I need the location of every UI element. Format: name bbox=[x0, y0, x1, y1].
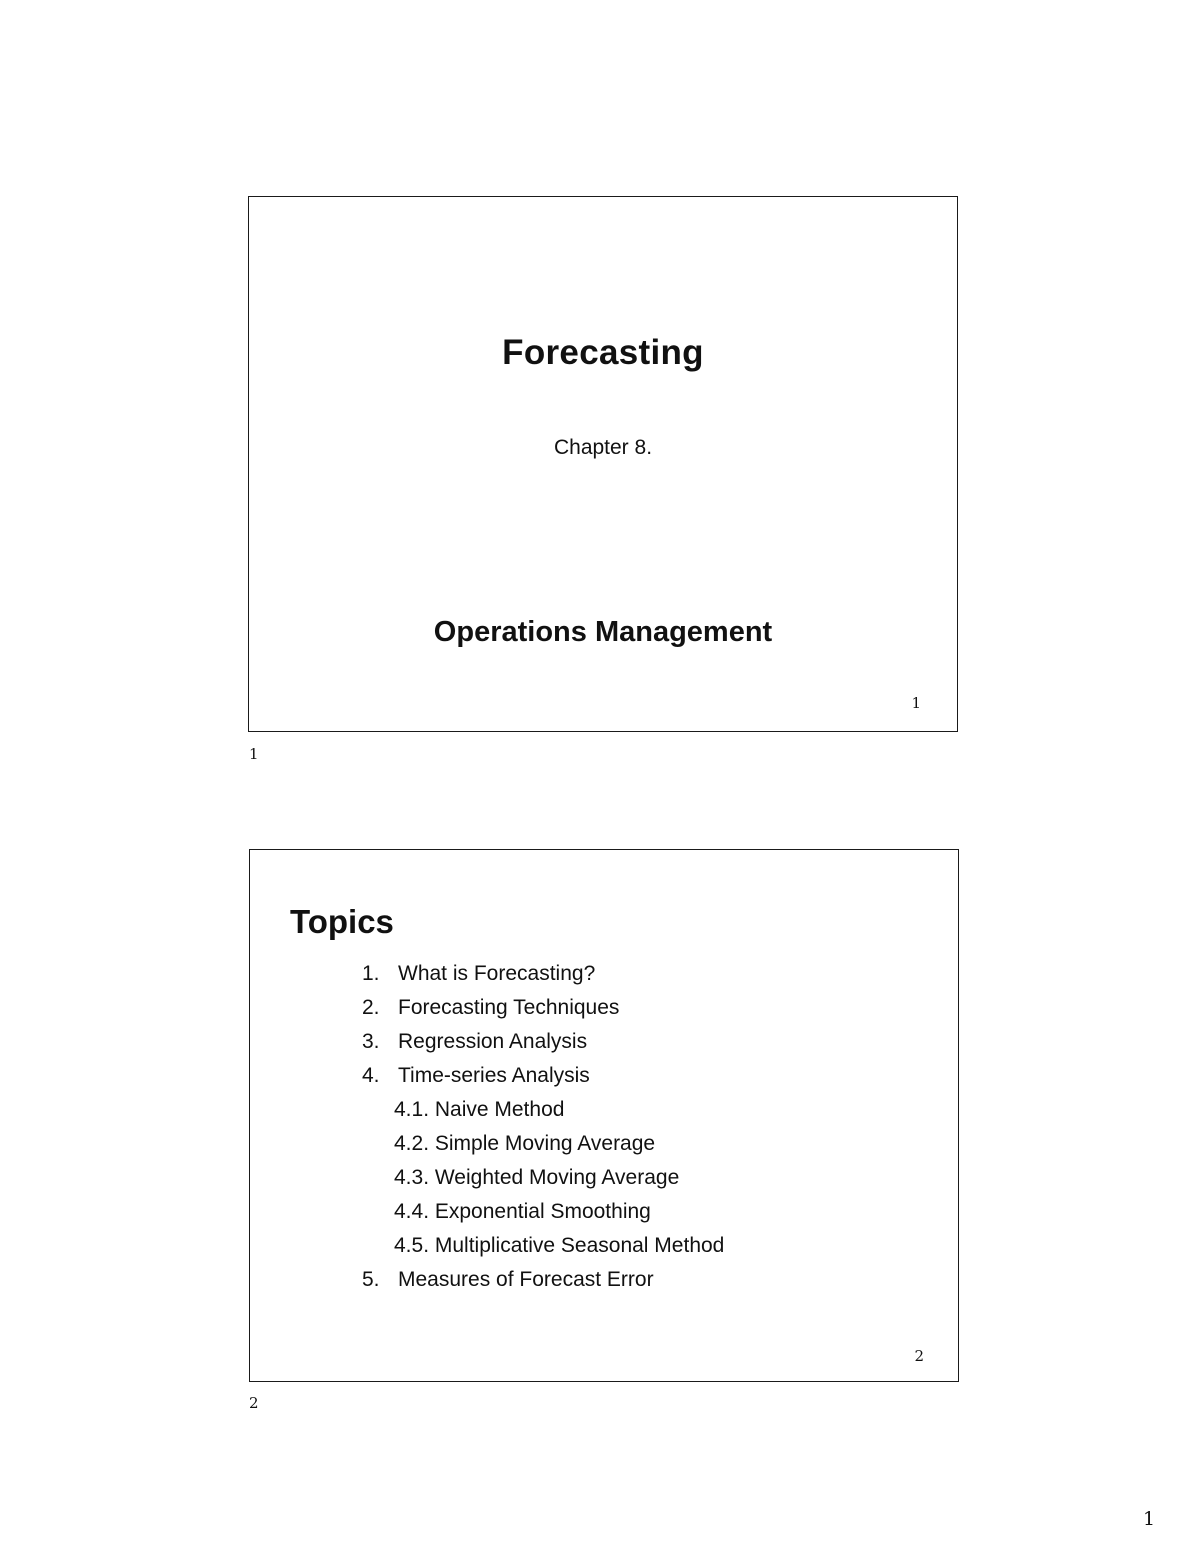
list-item bbox=[250, 1030, 950, 1064]
sub-item-text: 4.4. Exponential Smoothing bbox=[394, 1200, 651, 1223]
slide-2 bbox=[249, 849, 959, 1382]
item-text: Forecasting Techniques bbox=[398, 996, 620, 1019]
item-text: Regression Analysis bbox=[398, 1030, 588, 1053]
sub-list-item bbox=[250, 1166, 950, 1200]
slide-label: 1 bbox=[249, 745, 259, 763]
slide-number: 1 bbox=[911, 694, 921, 712]
list-item bbox=[250, 996, 950, 1030]
sub-list-item bbox=[250, 1132, 950, 1166]
chapter-subtitle: Chapter 8. bbox=[553, 436, 653, 459]
sub-list-item bbox=[250, 1234, 950, 1268]
sub-item-text: 4.5. Multiplicative Seasonal Method bbox=[394, 1234, 725, 1257]
list-item bbox=[250, 1064, 950, 1098]
sub-list-item bbox=[250, 1098, 950, 1132]
list-item bbox=[250, 962, 950, 996]
item-number: 5. bbox=[362, 1268, 380, 1291]
sub-item-text: 4.1. Naive Method bbox=[394, 1098, 565, 1121]
slide-number: 2 bbox=[914, 1347, 924, 1365]
list-item bbox=[250, 1268, 950, 1302]
course-title: Operations Management bbox=[433, 616, 773, 648]
slide-title: Forecasting bbox=[502, 333, 704, 372]
item-text: What is Forecasting? bbox=[398, 962, 596, 985]
topics-list bbox=[250, 962, 950, 1302]
item-text: Measures of Forecast Error bbox=[398, 1268, 654, 1291]
item-number: 2. bbox=[362, 996, 380, 1019]
item-text: Time-series Analysis bbox=[398, 1064, 590, 1087]
topics-heading: Topics bbox=[290, 903, 394, 940]
item-number: 4. bbox=[362, 1064, 380, 1087]
sub-list-item bbox=[250, 1200, 950, 1234]
page-number: 1 bbox=[1143, 1508, 1156, 1530]
slide-label: 2 bbox=[249, 1394, 259, 1412]
item-number: 1. bbox=[362, 962, 380, 985]
sub-item-text: 4.3. Weighted Moving Average bbox=[394, 1166, 680, 1189]
item-number: 3. bbox=[362, 1030, 380, 1053]
slide-1 bbox=[248, 196, 958, 732]
sub-item-text: 4.2. Simple Moving Average bbox=[394, 1132, 656, 1155]
